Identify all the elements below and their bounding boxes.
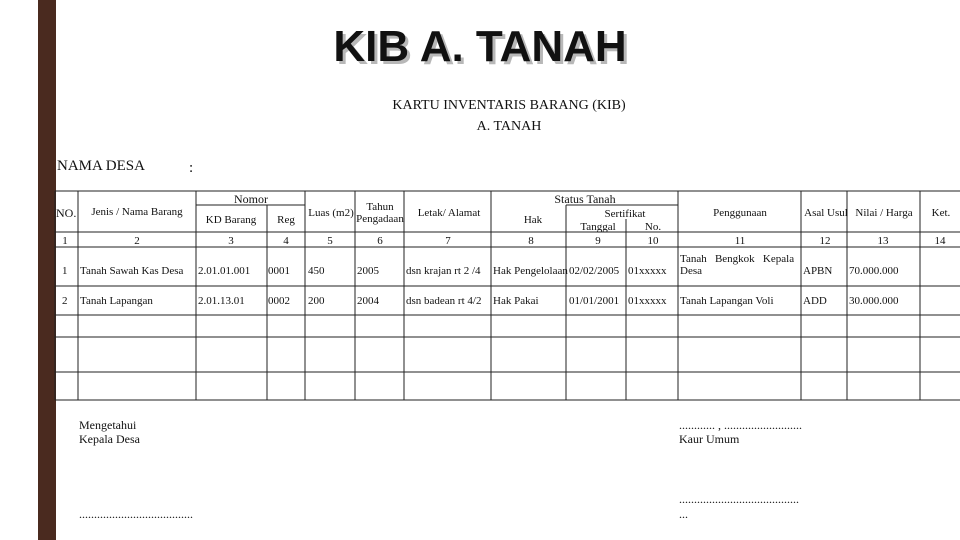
row1-no-sertifikat: 01xxxxx	[628, 265, 667, 277]
row2-tahun: 2004	[357, 295, 379, 307]
row2-asal-usul: ADD	[803, 295, 827, 307]
row1-penggunaan: Tanah Bengkok Kepala	[680, 253, 795, 265]
header-nilai-harga: Nilai / Harga	[855, 207, 913, 219]
header-tahun: Tahun	[366, 201, 394, 213]
card-title: KARTU INVENTARIS BARANG (KIB)	[392, 98, 626, 113]
row1-no: 1	[62, 265, 68, 277]
row2-luas: 200	[308, 295, 325, 307]
col-number-10: 10	[647, 235, 659, 247]
col-number-6: 6	[377, 235, 383, 247]
header-no: NO.	[56, 206, 77, 220]
col-number-13: 13	[877, 235, 889, 247]
col-number-9: 9	[595, 235, 601, 247]
row1-tanggal: 02/02/2005	[569, 265, 620, 277]
row1-asal-usul: APBN	[803, 265, 833, 277]
row1-nilai: 70.000.000	[849, 265, 899, 277]
footer-right-signature-cont: ...	[679, 507, 688, 521]
row2-nilai: 30.000.000	[849, 295, 899, 307]
header-sertifikat: Sertifikat	[604, 208, 646, 220]
footer-left-mengetahui: Mengetahui	[79, 418, 137, 432]
header-no-sertifikat: No.	[644, 221, 662, 233]
header-pengadaan: Pengadaan	[356, 213, 404, 225]
header-asal-usul: Asal Usul	[804, 207, 848, 219]
header-penggunaan: Penggunaan	[713, 207, 767, 219]
row2-no: 2	[62, 295, 68, 307]
header-reg: Reg	[277, 214, 295, 226]
footer-right-date-line: ............ , ..........................	[679, 418, 802, 432]
row2-kd-barang: 2.01.13.01	[198, 295, 245, 307]
col-number-11: 11	[734, 235, 746, 247]
footer-right-kaur-umum: Kaur Umum	[679, 432, 740, 446]
col-number-4: 4	[283, 235, 289, 247]
header-tanggal: Tanggal	[580, 221, 616, 233]
header-luas: Luas (m2)	[308, 207, 354, 219]
row1-hak: Hak Pengelolaan	[493, 265, 568, 277]
header-hak: Hak	[523, 214, 543, 226]
desa-colon: :	[189, 160, 194, 176]
footer-right-signature-line: ........................................	[679, 492, 799, 506]
col-number-1: 1	[62, 235, 68, 247]
row1-reg: 0001	[268, 265, 290, 277]
footer-left-kepala-desa: Kepala Desa	[79, 432, 140, 446]
desa-label: NAMA DESA	[57, 158, 145, 174]
col-number-2: 2	[134, 235, 140, 247]
page-title: KIB A. TANAH	[333, 22, 627, 71]
col-number-5: 5	[327, 235, 333, 247]
row1-letak: dsn krajan rt 2 /4	[406, 265, 481, 277]
row2-no-sertifikat: 01xxxxx	[628, 295, 667, 307]
col-number-12: 12	[819, 235, 831, 247]
row1-kd-barang: 2.01.01.001	[198, 265, 251, 277]
row2-reg: 0002	[268, 295, 290, 307]
col-number-7: 7	[445, 235, 451, 247]
footer-left-signature-line: ......................................	[79, 507, 193, 521]
header-ket: Ket.	[931, 207, 951, 219]
row2-tanggal: 01/01/2001	[569, 295, 620, 307]
header-status-tanah: Status Tanah	[554, 192, 616, 206]
row1-penggunaan-cont: Desa	[680, 265, 702, 277]
col-number-14: 14	[934, 235, 946, 247]
header-jenis: Jenis / Nama Barang	[91, 206, 183, 218]
header-kd-barang: KD Barang	[205, 214, 257, 226]
left-accent-bar	[38, 0, 56, 540]
header-nomor: Nomor	[234, 192, 268, 206]
row1-jenis: Tanah Sawah Kas Desa	[80, 265, 184, 277]
row2-jenis: Tanah Lapangan	[80, 295, 153, 307]
row2-letak: dsn badean rt 4/2	[406, 295, 482, 307]
row1-luas: 450	[308, 265, 325, 277]
card-subtitle: A. TANAH	[476, 119, 542, 134]
header-letak: Letak/ Alamat	[417, 207, 481, 219]
col-number-3: 3	[228, 235, 234, 247]
row1-tahun: 2005	[357, 265, 379, 277]
row2-penggunaan: Tanah Lapangan Voli	[680, 295, 774, 307]
col-number-8: 8	[528, 235, 534, 247]
row2-hak: Hak Pakai	[493, 295, 539, 307]
